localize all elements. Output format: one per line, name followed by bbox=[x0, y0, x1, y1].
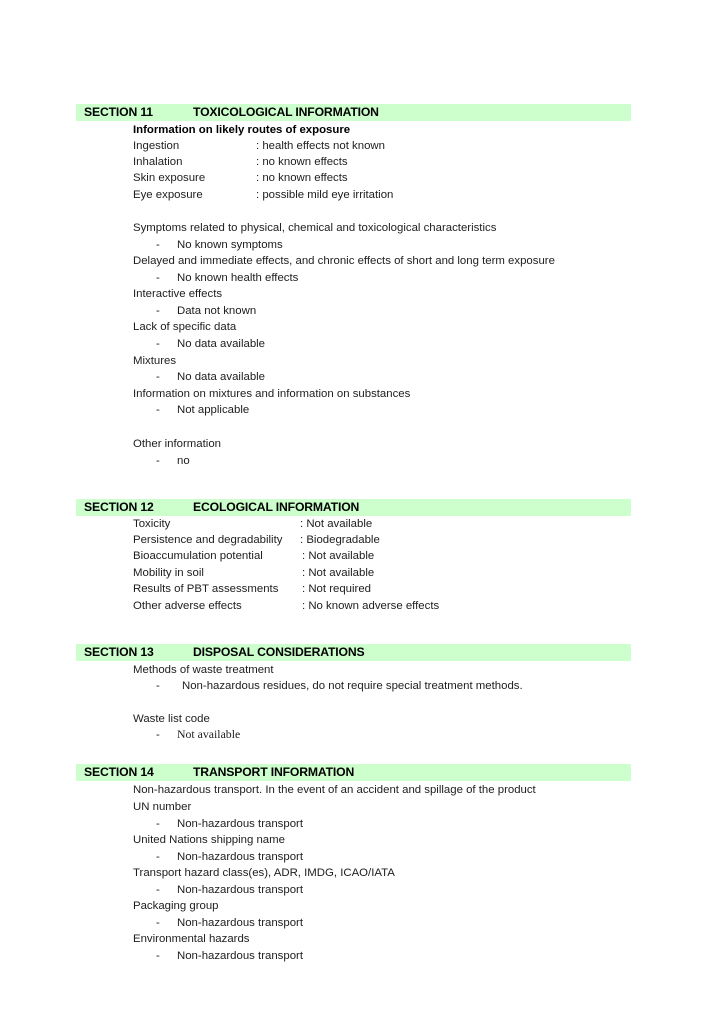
bullet-dash: - bbox=[156, 950, 160, 962]
section-number: SECTION 12 bbox=[84, 500, 154, 514]
block-heading-un-number: UN number bbox=[133, 801, 192, 813]
bullet-dash: - bbox=[156, 371, 160, 383]
kv-label-eye-exposure: Eye exposure bbox=[133, 189, 203, 201]
bullet-text-no: no bbox=[177, 455, 190, 467]
bullet-text-not-applicable: Not applicable bbox=[177, 404, 250, 416]
section-header-12 bbox=[76, 499, 631, 516]
block-heading-information-on-mixtures: Information on mixtures and information on substances bbox=[133, 388, 411, 400]
bullet-text-no-known-symptoms: No known symptoms bbox=[177, 239, 283, 251]
bullet-dash: - bbox=[156, 818, 160, 830]
bullet-dash: - bbox=[156, 272, 160, 284]
section-header-11 bbox=[76, 104, 631, 121]
section-number: SECTION 14 bbox=[84, 765, 154, 779]
kv-value-results-of-pbt-assessments: : Not required bbox=[302, 583, 372, 595]
bullet-text-transport-hazard-class-value: Non-hazardous transport bbox=[177, 884, 303, 896]
bullet-text-un-number-value: Non-hazardous transport bbox=[177, 818, 303, 830]
kv-label-toxicity: Toxicity bbox=[133, 518, 171, 530]
kv-label-other-adverse-effects: Other adverse effects bbox=[133, 600, 242, 612]
bullet-text-packaging-group-value: Non-hazardous transport bbox=[177, 917, 303, 929]
kv-label-results-of-pbt-assessments: Results of PBT assessments bbox=[133, 583, 279, 595]
block-heading-interactive-effects: Interactive effects bbox=[133, 288, 223, 300]
block-heading-un-shipping-name: United Nations shipping name bbox=[133, 834, 285, 846]
block-heading-waste-list-code: Waste list code bbox=[133, 713, 210, 725]
kv-label-persistence-and-degradability: Persistence and degradability bbox=[133, 534, 283, 546]
kv-label-inhalation: Inhalation bbox=[133, 156, 183, 168]
bullet-dash: - bbox=[156, 239, 160, 251]
block-heading-other-information: Other information bbox=[133, 438, 221, 450]
bullet-text-un-shipping-name-value: Non-hazardous transport bbox=[177, 851, 303, 863]
section-title: DISPOSAL CONSIDERATIONS bbox=[193, 645, 365, 659]
bullet-dash: - bbox=[156, 729, 160, 741]
bullet-dash: - bbox=[156, 404, 160, 416]
bullet-text-environmental-hazards-value: Non-hazardous transport bbox=[177, 950, 303, 962]
section-title: ECOLOGICAL INFORMATION bbox=[193, 500, 360, 514]
kv-value-skin-exposure: : no known effects bbox=[256, 172, 348, 184]
kv-value-bioaccumulation-potential: : Not available bbox=[302, 550, 375, 562]
block-heading-mixtures: Mixtures bbox=[133, 355, 177, 367]
block-heading-environmental-hazards: Environmental hazards bbox=[133, 933, 250, 945]
section-number: SECTION 13 bbox=[84, 645, 154, 659]
section-header-13 bbox=[76, 644, 631, 661]
section-number: SECTION 11 bbox=[84, 105, 153, 119]
section-title: TOXICOLOGICAL INFORMATION bbox=[193, 105, 379, 119]
block-heading-transport-hazard-class: Transport hazard class(es), ADR, IMDG, ICAO/IATA bbox=[133, 867, 395, 879]
bullet-dash: - bbox=[156, 455, 160, 467]
kv-label-skin-exposure: Skin exposure bbox=[133, 172, 206, 184]
bullet-dash: - bbox=[156, 917, 160, 929]
bullet-text-no-data-available: No data available bbox=[177, 338, 266, 350]
bullet-text-not-available: Not available bbox=[177, 727, 241, 741]
block-heading-methods-of-waste-treatment: Methods of waste treatment bbox=[133, 664, 274, 676]
kv-label-ingestion: Ingestion bbox=[133, 140, 180, 152]
bullet-text-data-not-known: Data not known bbox=[177, 305, 257, 317]
kv-value-other-adverse-effects: : No known adverse effects bbox=[302, 600, 440, 612]
block-heading-delayed-effects: Delayed and immediate effects, and chronic effects of short and long term exposure bbox=[133, 255, 555, 267]
section-header-14 bbox=[76, 764, 631, 781]
section-title: TRANSPORT INFORMATION bbox=[193, 765, 355, 779]
subheading-routes-of-exposure: Information on likely routes of exposure bbox=[133, 124, 351, 136]
bullet-dash: - bbox=[156, 338, 160, 350]
block-heading-packaging-group: Packaging group bbox=[133, 900, 219, 912]
kv-value-persistence-and-degradability: : Biodegradable bbox=[300, 534, 380, 546]
kv-value-mobility-in-soil: : Not available bbox=[302, 567, 375, 579]
bullet-text-non-hazardous-residues: Non-hazardous residues, do not require special treatment methods. bbox=[182, 680, 523, 692]
kv-label-bioaccumulation-potential: Bioaccumulation potential bbox=[133, 550, 263, 562]
kv-value-toxicity: : Not available bbox=[300, 518, 373, 530]
kv-value-ingestion: : health effects not known bbox=[256, 140, 385, 152]
section-14-intro: Non-hazardous transport. In the event of an accident and spillage of the product bbox=[133, 784, 536, 796]
block-heading-lack-of-specific-data: Lack of specific data bbox=[133, 321, 237, 333]
bullet-dash: - bbox=[156, 680, 160, 692]
bullet-text-no-data-available-mixtures: No data available bbox=[177, 371, 266, 383]
block-heading-symptoms: Symptoms related to physical, chemical and toxicological characteristics bbox=[133, 222, 497, 234]
bullet-text-no-known-health-effects: No known health effects bbox=[177, 272, 299, 284]
bullet-dash: - bbox=[156, 884, 160, 896]
kv-label-mobility-in-soil: Mobility in soil bbox=[133, 567, 204, 579]
kv-value-eye-exposure: : possible mild eye irritation bbox=[256, 189, 394, 201]
bullet-dash: - bbox=[156, 851, 160, 863]
kv-value-inhalation: : no known effects bbox=[256, 156, 348, 168]
bullet-dash: - bbox=[156, 305, 160, 317]
